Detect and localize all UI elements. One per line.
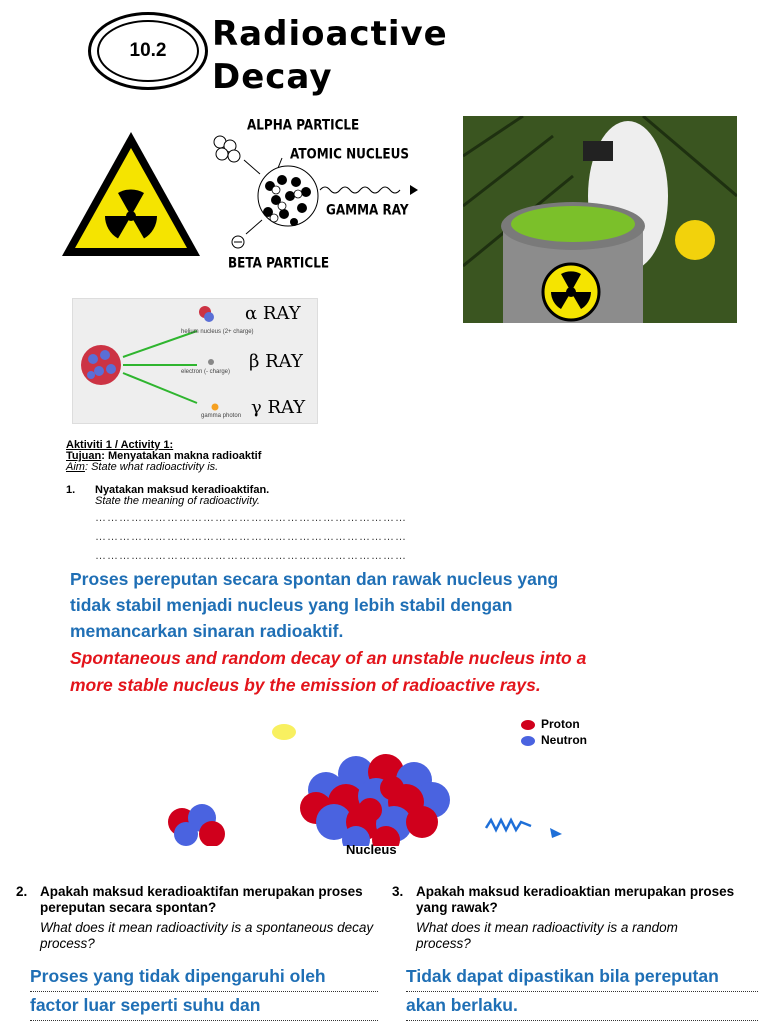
aim-text: : State what radioactivity is.: [84, 461, 219, 473]
q1-english: State the meaning of radioactivity.: [95, 495, 260, 507]
nucleus-figure: [160, 716, 580, 846]
q3-malay: Apakah maksud keradioaktian merupakan proses yang rawak?: [416, 884, 735, 915]
tujuan-label: Tujuan: [66, 450, 102, 462]
q3-english: What does it mean radioactivity is a random process?: [416, 920, 678, 951]
answer-dots-3: ……………………………………………………………………: [95, 550, 407, 562]
title-line-2: Decay: [212, 57, 333, 97]
radiation-warning-icon: [58, 128, 204, 260]
gamma-ray-label: GAMMA RAY: [326, 201, 409, 219]
neutron-swatch: [521, 736, 535, 746]
answer-dots-1: ……………………………………………………………………: [95, 512, 407, 524]
q2-answer-line1: Proses yang tidak dipengaruhi oleh: [30, 961, 378, 992]
q2-answer-line2: factor luar seperti suhu dan: [30, 990, 378, 1021]
answer-dots-2: ……………………………………………………………………: [95, 531, 407, 543]
aim-line: [66, 462, 218, 473]
atomic-nucleus-label: ATOMIC NUCLEUS: [290, 145, 409, 163]
answer1-malay-line3: memancarkan sinaran radioaktif.: [70, 621, 344, 641]
beta-note: electron (- charge): [181, 369, 231, 375]
gamma-note: gamma photon: [201, 413, 242, 419]
title-line-1: Radioactive: [212, 14, 448, 54]
q2-malay: Apakah maksud keradioaktifan merupakan proses pereputan secara spontan?: [40, 884, 363, 915]
proton-swatch: [521, 720, 535, 730]
answer1-english-line2: more stable nucleus by the emission of radioactive rays.: [70, 675, 541, 695]
section-badge: [88, 12, 208, 90]
activity-heading: Aktiviti 1 / Activity 1:: [66, 439, 174, 451]
ray-types-diagram: [72, 298, 318, 424]
answer1-malay-line1: Proses pereputan secara spontan dan rawak nucleus yang: [70, 569, 559, 589]
alpha-particle-label: ALPHA PARTICLE: [247, 116, 360, 134]
decay-diagram: [208, 130, 428, 256]
legend-proton: Proton: [521, 717, 580, 731]
tujuan-text: : Menyatakan makna radioaktif: [101, 450, 262, 462]
answer1-malay-line2: tidak stabil menjadi nucleus yang lebih stabil dengan: [70, 595, 513, 615]
alpha-ray-label: α RAY: [245, 303, 301, 324]
beta-particle-label: BETA PARTICLE: [228, 254, 330, 272]
q3-answer-line1: Tidak dapat dipastikan bila pereputan: [406, 961, 758, 992]
aim-label: Aim: [66, 461, 85, 473]
radioactive-barrel-image: [463, 116, 737, 323]
q2-english: What does it mean radioactivity is a spontaneous decay process?: [40, 920, 374, 951]
beta-ray-label: β RAY: [249, 351, 303, 372]
q2-number: 2.: [16, 884, 28, 899]
gamma-ray-label-2: γ RAY: [251, 397, 306, 418]
nucleus-caption: Nucleus: [346, 842, 397, 857]
legend-neutron: Neutron: [521, 733, 587, 747]
q1-number: 1.: [66, 484, 76, 496]
q3-answer-line2: akan berlaku.: [406, 990, 758, 1021]
answer1-english-line1: Spontaneous and random decay of an unstable nucleus into a: [70, 648, 587, 668]
section-number: 10.2: [97, 20, 199, 82]
q3-number: 3.: [392, 884, 404, 899]
alpha-note: helium nucleus (2+ charge): [181, 329, 254, 335]
q1-malay: Nyatakan maksud keradioaktifan.: [95, 484, 270, 496]
